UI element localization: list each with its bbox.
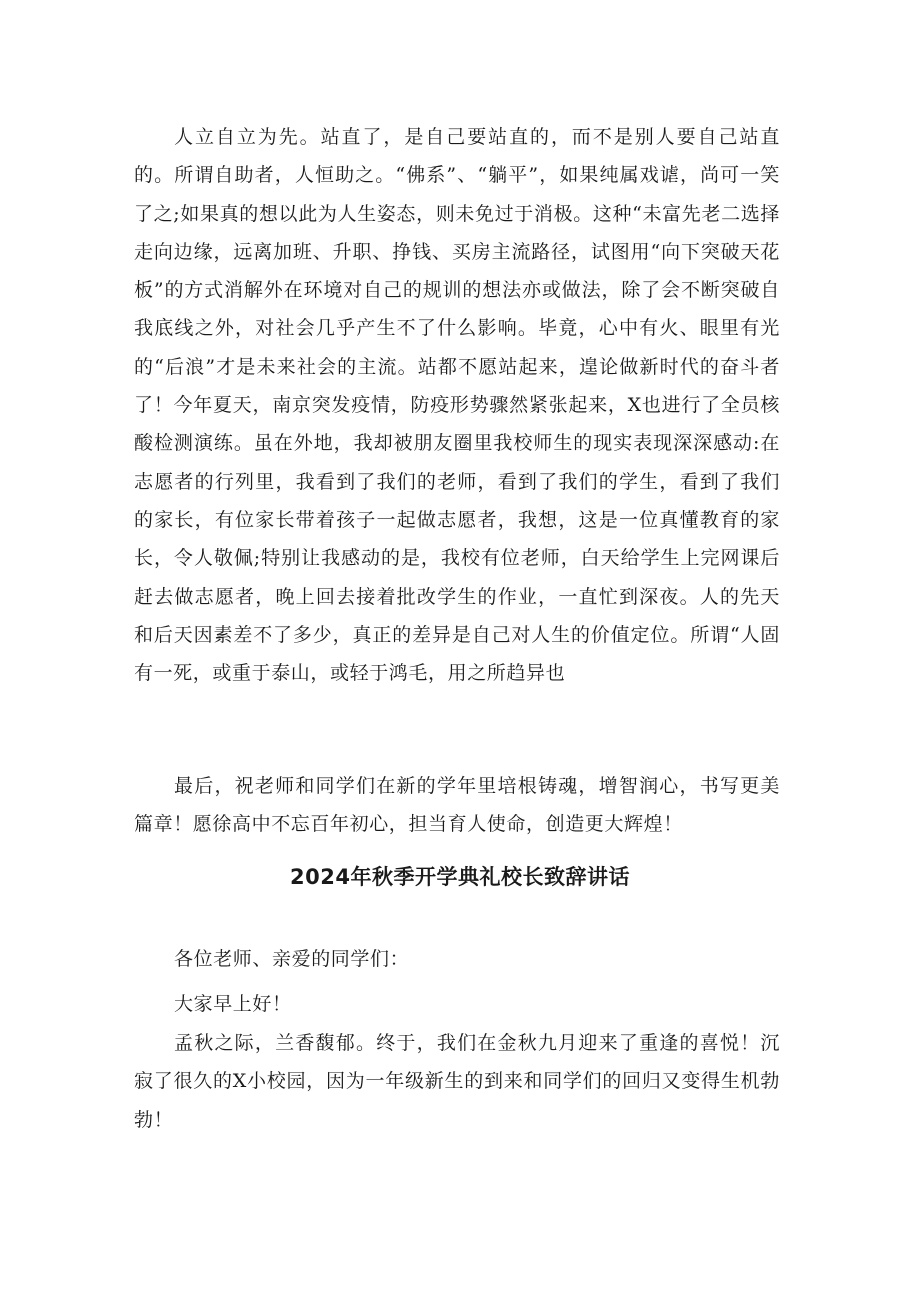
speech-opening-paragraph: 孟秋之际，兰香馥郁。终于，我们在金秋九月迎来了重逢的喜悦！沉寂了很久的X小校园，因为一年级新生的到来和同学们的回归又变得生机勃勃！ <box>134 1032 780 1131</box>
speech-greeting: 各位老师、亲爱的同学们： <box>174 948 410 970</box>
speech-morning-greeting: 大家早上好！ <box>174 993 292 1015</box>
body-paragraph-closing-wishes: 最后，祝老师和同学们在新的学年里培根铸魂，增智润心，书写更美篇章！愿徐高中不忘百年初心，担当育人使命，创造更大辉煌！ <box>134 775 780 836</box>
speech-title: 2024年秋季开学典礼校长致辞讲话 <box>290 865 630 890</box>
body-paragraph-standing-upright: 人立自立为先。站直了，是自己要站直的，而不是别人要自己站直的。所谓自助者，人恒助之。“佛系”、“躺平”，如果纯属戏谑，尚可一笑了之;如果真的想以此为人生姿态，则未免过于消极。这种“未富先老二选择走向边缘，远离加班、升职、挣钱、买房主流路径，试图用“向下突破天花板”的方式消解外在环境对自己的规训的想法亦或做法，除了会不断突破自我底线之外，对社会几乎产生不了什么影响。毕竟，心中有火、眼里有光的“后浪”才是未来社会的主流。站都不愿站起来，遑论做新时代的奋斗者了！今年夏天，南京突发疫情，防疫形势骤然紧张起来，X也进行了全员核酸检测演练。虽在外地，我却被朋友圈里我校师生的现实表现深深感动:在志愿者的行列里，我看到了我们的老师，看到了我们的学生，看到了我们的家长，有位家长带着孩子一起做志愿者，我想，这是一位真懂教育的家长，令人敬佩;特别让我感动的是，我校有位老师，白天给学生上完网课后赶去做志愿者，晚上回去接着批改学生的作业，一直忙到深夜。人的先天和后天因素差不了多少，真正的差异是自己对人生的价值定位。所谓“人固有一死，或重于泰山，或轻于鸿毛，用之所趋异也 <box>134 126 780 685</box>
